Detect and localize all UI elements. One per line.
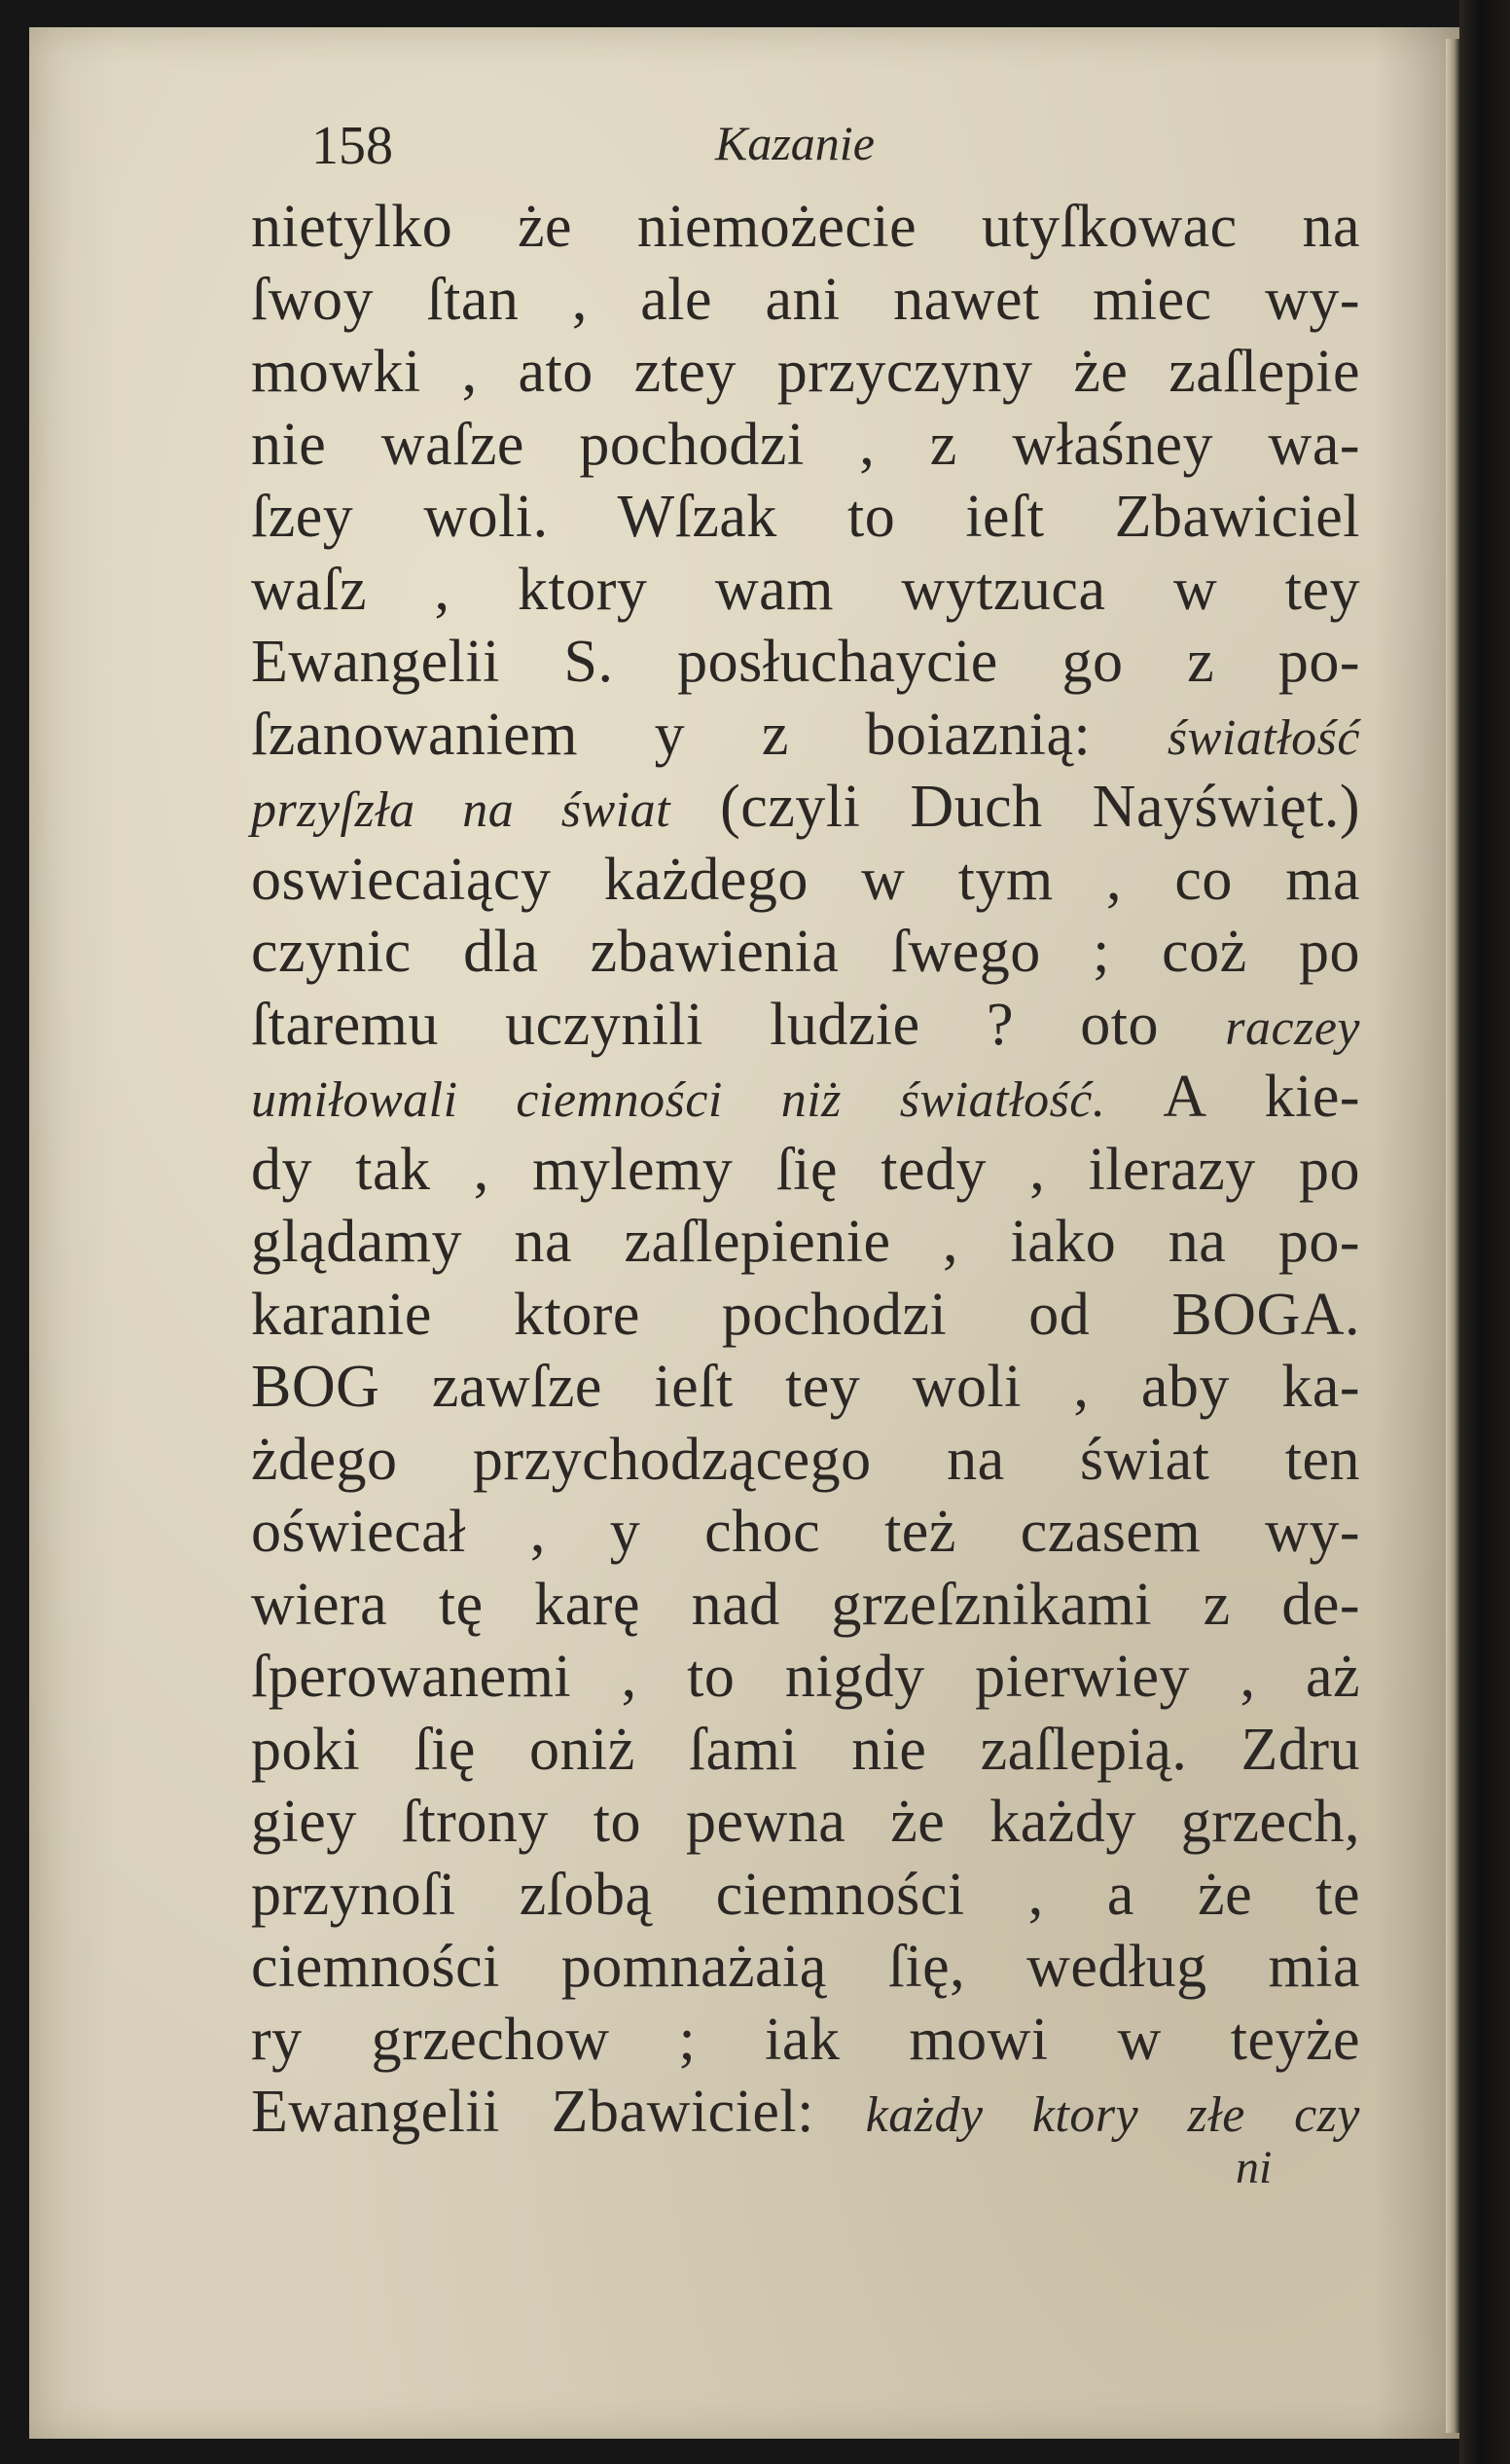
text-line: poki ſię oniż ſami nie zaſlepią. Zdru <box>251 1716 1360 1783</box>
italic-span: przyſzła na świat <box>251 782 671 838</box>
text-line: ſzanowaniem y z boiaznią: światłość <box>251 701 1360 768</box>
text-line: przyſzła na świat (czyli Duch Nayświęt.) <box>251 774 1360 840</box>
text-line: ſzey woli. Wſzak to ieſt Zbawiciel <box>251 484 1360 550</box>
text-line: Ewangelii S. posłuchaycie go z po- <box>251 629 1360 695</box>
text-line: umiłowali ciemności niż światłość. A kie- <box>251 1064 1360 1130</box>
text-line: ry grzechow ; iak mowi w teyże <box>251 2006 1360 2073</box>
text-line: wiera tę karę nad grzeſznikami z de- <box>251 1571 1360 1638</box>
text-line: ſtaremu uczynili ludzie ? oto raczey <box>251 991 1360 1058</box>
text-line: nie waſze pochodzi , z właśney wa- <box>251 411 1360 478</box>
text-line: oświecał , y choc też czasem wy- <box>251 1499 1360 1565</box>
text-line: mowki , ato ztey przyczyny że zaſlepie <box>251 339 1360 405</box>
text-line: giey ſtrony to pewna że każdy grzech, <box>251 1789 1360 1855</box>
italic-span: światłość <box>1167 709 1360 766</box>
page-edge <box>1446 39 1459 2433</box>
text-line: dy tak , mylemy ſię tedy , ilerazy po <box>251 1136 1360 1203</box>
page-number: 158 <box>311 116 393 176</box>
text-line: ſwoy ſtan , ale ani nawet miec wy- <box>251 266 1360 333</box>
text-line: czynic dla zbawienia ſwego ; coż po <box>251 919 1360 985</box>
catchword: ni <box>1236 2142 1273 2193</box>
italic-span: raczey <box>1225 999 1360 1056</box>
text-line: nietylko że niemożecie utyſkowac na <box>251 194 1360 260</box>
text-line: karanie ktore pochodzi od BOGA. <box>251 1281 1360 1348</box>
text-line: ſperowanemi , to nigdy pierwiey , aż <box>251 1644 1360 1710</box>
text-line: Ewangelii Zbawiciel: każdy ktory złe czy <box>251 2079 1361 2145</box>
text-line: glądamy na zaſlepienie , iako na po- <box>251 1209 1360 1275</box>
text-line: przynoſi zſobą ciemności , a że te <box>251 1861 1360 1928</box>
text-line: ciemności pomnażaią ſię, według mia <box>251 1934 1360 2000</box>
body-text <box>251 191 1360 2149</box>
text-line: oswiecaiący każdego w tym , co ma <box>251 846 1360 913</box>
italic-span: każdy ktory złe czy <box>865 2087 1361 2143</box>
italic-span: umiłowali ciemności niż światłość. <box>251 1072 1106 1128</box>
running-title: Kazanie <box>715 116 875 170</box>
text-line: żdego przychodzącego na świat ten <box>251 1426 1360 1493</box>
text-line: waſz , ktory wam wytzuca w tey <box>251 556 1360 623</box>
page-header <box>311 115 1382 183</box>
text-line: BOG zawſze ieſt tey woli , aby ka- <box>251 1354 1360 1420</box>
book-gutter <box>1459 0 1510 2464</box>
